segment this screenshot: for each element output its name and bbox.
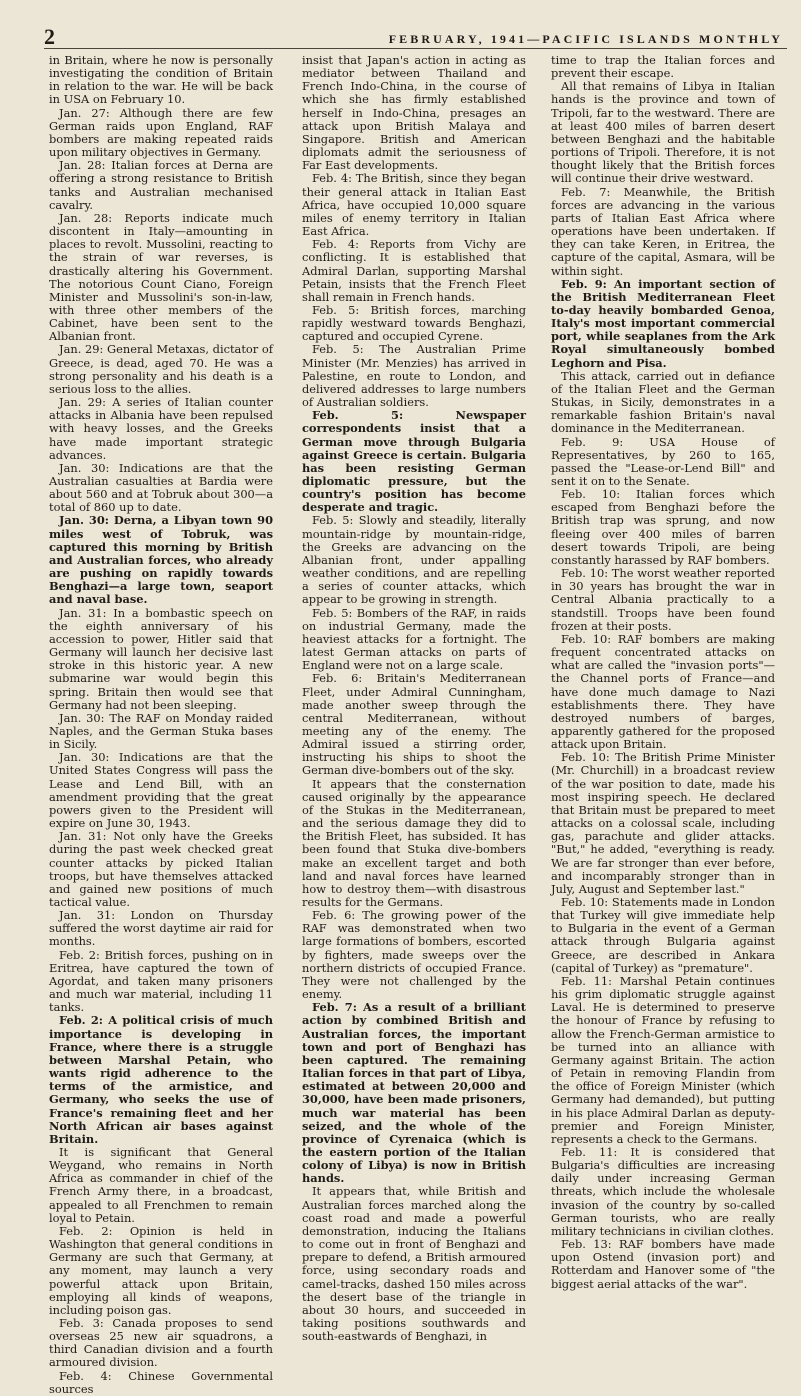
news-paragraph: Jan. 30: Indications are that the Australian casualties at Bardia were about 560 and at Tobruk about 300—a total of 860 up to date. [49,460,273,515]
news-paragraph: This attack, carried out in defiance of the Italian Fleet and the German Stukas, in Sicily, demonstrates in a remarkable fashion Britain's naval dominance in the Mediterranean. [551,368,775,436]
news-paragraph: Feb. 2: Opinion is held in Washington that general conditions in Germany are such that Germany, at any moment, may launch a very powerful attack upon Britain, employing all kinds of weapons, including poison gas. [49,1223,273,1317]
news-paragraph: Feb. 5: Newspaper correspondents insist that a German move through Bulgaria against Greece is certain. Bulgaria has been resisting German diplomatic pressure, but the country's position has become desperate and tragic. [302,408,526,515]
news-paragraph: Feb. 9: An important section of the British Mediterranean Fleet to-day heavily bombarded Genoa, Italy's most important commercial port, while seaplanes from the Ark Royal simultaneously bombed Leghorn and Pisa. [551,276,775,370]
news-paragraph: Jan. 30: The RAF on Monday raided Naples, and the German Stuka bases in Sicily. [49,710,273,752]
news-paragraph: Jan. 30: Derna, a Libyan town 90 miles west of Tobruk, was captured this morning by British and Australian forces, who already are pushing on rapidly towards Benghazi—a large town, seaport and naval base. [49,513,273,607]
news-paragraph: It appears that, while British and Australian forces marched along the coast road and made a powerful demonstration, inducing the Italians to come out in front of Benghazi and prepare to defend, a British armoured force, using secondary roads and camel-tracks, dashed 150 miles across the desert base of the triangle in about 30 hours, and succeeded in taking positions southwards and south-eastwards of Benghazi, in [302,1184,526,1344]
page-number: 2 [44,24,55,49]
news-paragraph: Jan. 29: A series of Italian counter attacks in Albania have been repulsed with heavy losses, and the Greeks have made important strategic advances. [49,395,273,462]
news-paragraph: Feb. 5: Bombers of the RAF, in raids on industrial Germany, made the heaviest attacks for a fortnight. The latest German attacks on parts of England were not on a large scale. [302,605,526,673]
news-paragraph: Jan. 27: Although there are few German raids upon England, RAF bombers are making repeated raids upon military objectives in Germany. [49,105,273,160]
news-paragraph: It appears that the consternation caused originally by the appearance of the Stukas in the Mediterranean, and the serious damage they did to the British Fleet, has subsided. It has been found that Stuka dive-bombers make an excellent target and both land and naval forces have learned how to destroy them—with disastrous results for the Germans. [302,776,526,909]
news-paragraph: Feb. 4: Chinese Governmental sources [49,1368,273,1396]
running-head: FEBRUARY, 1941—PACIFIC ISLANDS MONTHLY [388,32,783,46]
page-header [0,0,801,50]
news-paragraph: Feb. 2: A political crisis of much importance is developing in France, where there is a struggle between Marshal Petain, who wants rigid adherence to the terms of the armistice, and Germany, who seeks the use of France's remaining fleet and her North African air bases against Britain. [49,1013,273,1146]
news-paragraph: Jan. 28: Italian forces at Derna are offering a strong resistance to British tanks and Australian mechanised cavalry. [49,158,273,212]
news-paragraph: Feb. 10: RAF bombers are making frequent concentrated attacks on what are called the "invasion ports"—the Channel ports of France—and have done much damage to Nazi establishments there. They have destroyed numbers of barges, apparently gathered for the proposed attack upon Britain. [551,631,775,752]
news-paragraph: Feb. 4: The British, since they began their general attack in Italian East Africa, have occupied 10,000 square miles of enemy territory in Italian East Africa. [302,171,526,239]
news-paragraph: Jan. 31: London on Thursday suffered the worst daytime air raid for months. [49,908,273,949]
news-paragraph: Feb. 5: Slowly and steadily, literally mountain-ridge by mountain-ridge, the Greeks are advancing on the Albanian front, under appalling weather conditions, and are repelling a series of counter attacks, which appear to be growing in strength. [302,513,526,607]
news-paragraph: Jan. 29: General Metaxas, dictator of Greece, is dead, aged 70. He was a strong personality and his death is a serious loss to the allies. [49,342,273,396]
text-column-3 [551,53,775,1291]
news-paragraph: in Britain, where he now is personally investigating the condition of Britain in relation to the war. He will be back in USA on February 10. [49,53,273,107]
header-rule [44,48,787,49]
news-paragraph: Feb. 2: British forces, pushing on in Eritrea, have captured the town of Agordat, and taken many prisoners and much war material, including 11 tanks. [49,947,273,1015]
text-column-1 [49,53,273,1396]
news-paragraph: Jan. 30: Indications are that the United States Congress will pass the Lease and Lend Bill, with an amendment providing that the great powers given to the President will expire on June 30, 1943. [49,750,273,831]
news-paragraph: Feb. 10: Statements made in London that Turkey will give immediate help to Bulgaria in the event of a German attack through Bulgaria against Greece, are described in Ankara (capital of Turkey) as "premature". [551,895,775,975]
news-paragraph: It is significant that General Weygand, who remains in North Africa as commander in chief of the French Army there, in a broadcast, appealed to all Frenchmen to remain loyal to Petain. [49,1144,273,1225]
news-paragraph: Feb. 9: USA House of Representatives, by 260 to 165, passed the "Lease-or-Lend Bill" and sent it on to the Senate. [551,434,775,488]
news-paragraph: Feb. 13: RAF bombers have made upon Ostend (invasion port) and Rotterdam and Hanover some of "the biggest aerial attacks of the war". [551,1237,775,1291]
news-paragraph: Feb. 4: Reports from Vichy are conflicting. It is established that Admiral Darlan, supporting Marshal Petain, insists that the French Fleet shall remain in French hands. [302,237,526,304]
news-paragraph: Feb. 10: The British Prime Minister (Mr. Churchill) in a broadcast review of the war position to date, made his most inspiring speech. He declared that Britain must be prepared to meet attacks on a colossal scale, including gas, parachute and glider attacks. "But," he added, "everything is ready. We are far stronger than ever before, and incomparably stronger than in July, August and September last." [551,750,775,896]
news-paragraph: Feb. 3: Canada proposes to send overseas 25 new air squadrons, a third Canadian division and a fourth armoured division. [49,1316,273,1370]
news-paragraph: insist that Japan's action in acting as mediator between Thailand and French Indo-China, in the course of which she has firmly established herself in Indo-China, presages an attack upon British Malaya and Singapore. British and American diplomats admit the seriousness of Far East developments. [302,53,526,173]
news-paragraph: Feb. 5: The Australian Prime Minister (Mr. Menzies) has arrived in Palestine, en route to London, and delivered addresses to large numbers of Australian soldiers. [302,342,526,410]
news-paragraph: Feb. 6: Britain's Mediterranean Fleet, under Admiral Cunningham, made another sweep through the central Mediterranean, without meeting any of the enemy. The Admiral issued a stirring order, instructing his ships to shoot the German dive-bombers out of the sky. [302,671,526,778]
news-paragraph: Jan. 31: Not only have the Greeks during the past week checked great counter attacks by picked Italian troops, but have themselves attacked and gained new positions of much tactical value. [49,829,273,909]
news-paragraph: time to trap the Italian forces and prevent their escape. [551,53,775,81]
text-column-2 [302,53,526,1344]
news-paragraph: Feb. 11: Marshal Petain continues his grim diplomatic struggle against Laval. He is determined to preserve the honour of France by refusing to allow the French-German armistice to be turned into an alliance with Germany against Britain. The action of Petain in removing Flandin from the office of Foreign Minister (which Germany had demanded), but putting in his place Admiral Darlan as deputy-premier and Foreign Minister, represents a check to the Germans. [551,973,775,1146]
news-paragraph: Feb. 11: It is considered that Bulgaria's difficulties are increasing daily under increasing German threats, which include the wholesale invasion of the country by so-called German tourists, who are really military technicians in civilian clothes. [551,1144,775,1238]
news-paragraph: Feb. 7: As a result of a brilliant action by combined British and Australian forces, the important town and port of Benghazi has been captured. The remaining Italian forces in that part of Libya, estimated at between 20,000 and 30,000, have been made prisoners, much war material has been seized, and the whole of the province of Cyrenaica (which is the eastern portion of the Italian colony of Libya) is now in British hands. [302,1000,526,1186]
news-paragraph: Jan. 31: In a bombastic speech on the eighth anniversary of his accession to power, Hitler said that Germany will launch her decisive last stroke in this historic year. A new submarine war would begin this spring. Britain then would see that Germany had not been sleeping. [49,605,273,712]
news-paragraph: Feb. 5: British forces, marching rapidly westward towards Benghazi, captured and occupied Cyrene. [302,302,526,344]
news-paragraph: Feb. 6: The growing power of the RAF was demonstrated when two large formations of bombers, escorted by fighters, made sweeps over the northern districts of occupied France. They were not challenged by the enemy. [302,908,526,1002]
news-paragraph: Feb. 10: Italian forces which escaped from Benghazi before the British trap was sprung, and now fleeing over 400 miles of barren desert towards Tripoli, are being constantly harassed by RAF bombers. [551,487,775,567]
news-paragraph: Feb. 10: The worst weather reported in 30 years has brought the war in Central Albania practically to a standstill. Troops have been found frozen at their posts. [551,566,775,633]
news-paragraph: All that remains of Libya in Italian hands is the province and town of Tripoli, far to the westward. There are at least 400 miles of barren desert between Benghazi and the habitable portions of Tripoli. Therefore, it is not thought likely that the British forces will continue their drive westward. [551,79,775,186]
news-paragraph: Jan. 28: Reports indicate much discontent in Italy—amounting in places to revolt. Mussolini, reacting to the strain of war reverses, is drastically altering his Government. The notorious Count Ciano, Foreign Minister and Mussolini's son-in-law, with three other members of the Cabinet, have been sent to the Albanian front. [49,210,273,344]
news-paragraph: Feb. 7: Meanwhile, the British forces are advancing in the various parts of Italian East Africa where operations have been undertaken. If they can take Keren, in Eritrea, the capture of the capital, Asmara, will be within sight. [551,184,775,278]
